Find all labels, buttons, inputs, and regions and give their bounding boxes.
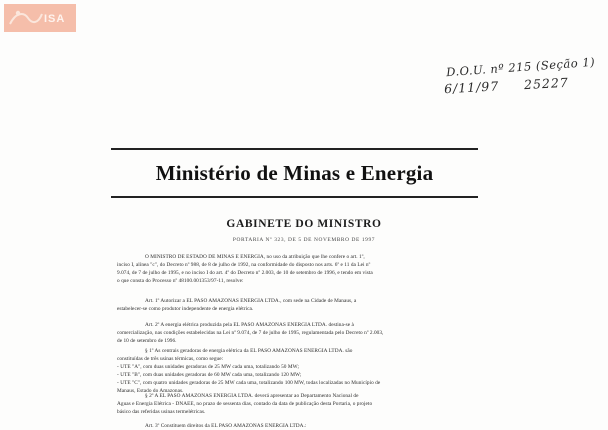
- text-line: 9.074, de 7 de julho de 1995, e no inciso I do art. 4º do Decreto nº 2.003, de 10 de setembro de 1996, e tendo em vista: [117, 269, 373, 276]
- text-line: O MINISTRO DE ESTADO DE MINAS E ENERGIA, no uso da atribuição que lhe confere o art. 1º,: [145, 254, 365, 260]
- paragraph-art-3: [117, 423, 485, 430]
- text-line: Águas e Energia Elétrica - DNAEE, no prazo de sessenta dias, contado da data de publicação desta Portaria, o projeto: [117, 400, 373, 407]
- paragraph-art-2: [117, 322, 485, 346]
- text-line: de 10 de setembro de 1996.: [117, 337, 177, 344]
- ministry-header: [111, 148, 478, 198]
- annotation-line-1: D.O.U. nº 215 (Seção 1): [445, 54, 596, 80]
- ministry-title: Ministério de Minas e Energia: [155, 160, 434, 185]
- text-line: Art. 3º Constituem direitos da EL PASO AMAZONAS ENERGIA LTDA.:: [145, 423, 307, 429]
- text-line: comercialização, nas condições estabelecidas na Lei nº 9.074, de 7 de julho de 1995, regulamentada pelo Decreto nº 2.003,: [117, 329, 384, 336]
- annotation-line-2: 6/11/97 25227: [443, 74, 570, 97]
- paragraph-art-2-par-2: [117, 393, 485, 417]
- portaria-heading: PORTARIA Nº 323, DE 5 DE NOVEMBRO DE 1997: [232, 237, 376, 243]
- paragraph-art-1: [117, 298, 485, 314]
- text-line: - UTE "B", com duas unidades geradoras de 60 MW cada uma, totalizando 120 MW;: [117, 371, 302, 378]
- text-line: o que consta do Processo nº 48100.001353/97-11, resolve:: [117, 277, 244, 284]
- text-line: estabelecer-se como produtor independente de energia elétrica.: [117, 305, 254, 312]
- text-line: constituídas de três usinas térmicas, como segue:: [117, 355, 224, 362]
- isa-logo: [4, 4, 76, 32]
- text-line: inciso I, alínea "c", do Decreto nº 988, de 8 de julho de 1992, na conformidade do disposto nos arts. 6º e 11 da Lei nº: [117, 261, 371, 268]
- text-line: básico das referidas usinas termelétricas.: [117, 408, 206, 415]
- paragraph-art-2-par-1: [117, 348, 485, 395]
- text-line: § 2º A EL PASO AMAZONAS ENERGIA LTDA. deverá apresentar ao Departamento Nacional de: [145, 393, 359, 399]
- text-line: - UTE "C", com quatro unidades geradoras de 25 MW cada uma, totalizando 100 MW, todas localizadas no Município de: [117, 379, 381, 386]
- text-line: Art. 2º A energia elétrica produzida pela EL PASO AMAZONAS ENERGIA LTDA. destina-se à: [145, 322, 354, 328]
- text-line: § 1º As centrais geradoras de energia elétrica da EL PASO AMAZONAS ENERGIA LTDA. são: [145, 348, 353, 354]
- cabinet-heading: GABINETE DO MINISTRO: [226, 218, 382, 230]
- text-line: Manaus, Estado do Amazonas.: [117, 387, 184, 394]
- handwritten-annotation: [408, 56, 608, 110]
- text-line: - UTE "A", com duas unidades geradoras de 25 MW cada uma, totalizando 50 MW;: [117, 363, 299, 370]
- paragraph-preamble: [117, 254, 485, 286]
- isa-logo-text: ISA: [44, 13, 66, 25]
- text-line: Art. 1º Autorizar a EL PASO AMAZONAS ENERGIA LTDA., com sede na Cidade de Manaus, a: [145, 298, 357, 304]
